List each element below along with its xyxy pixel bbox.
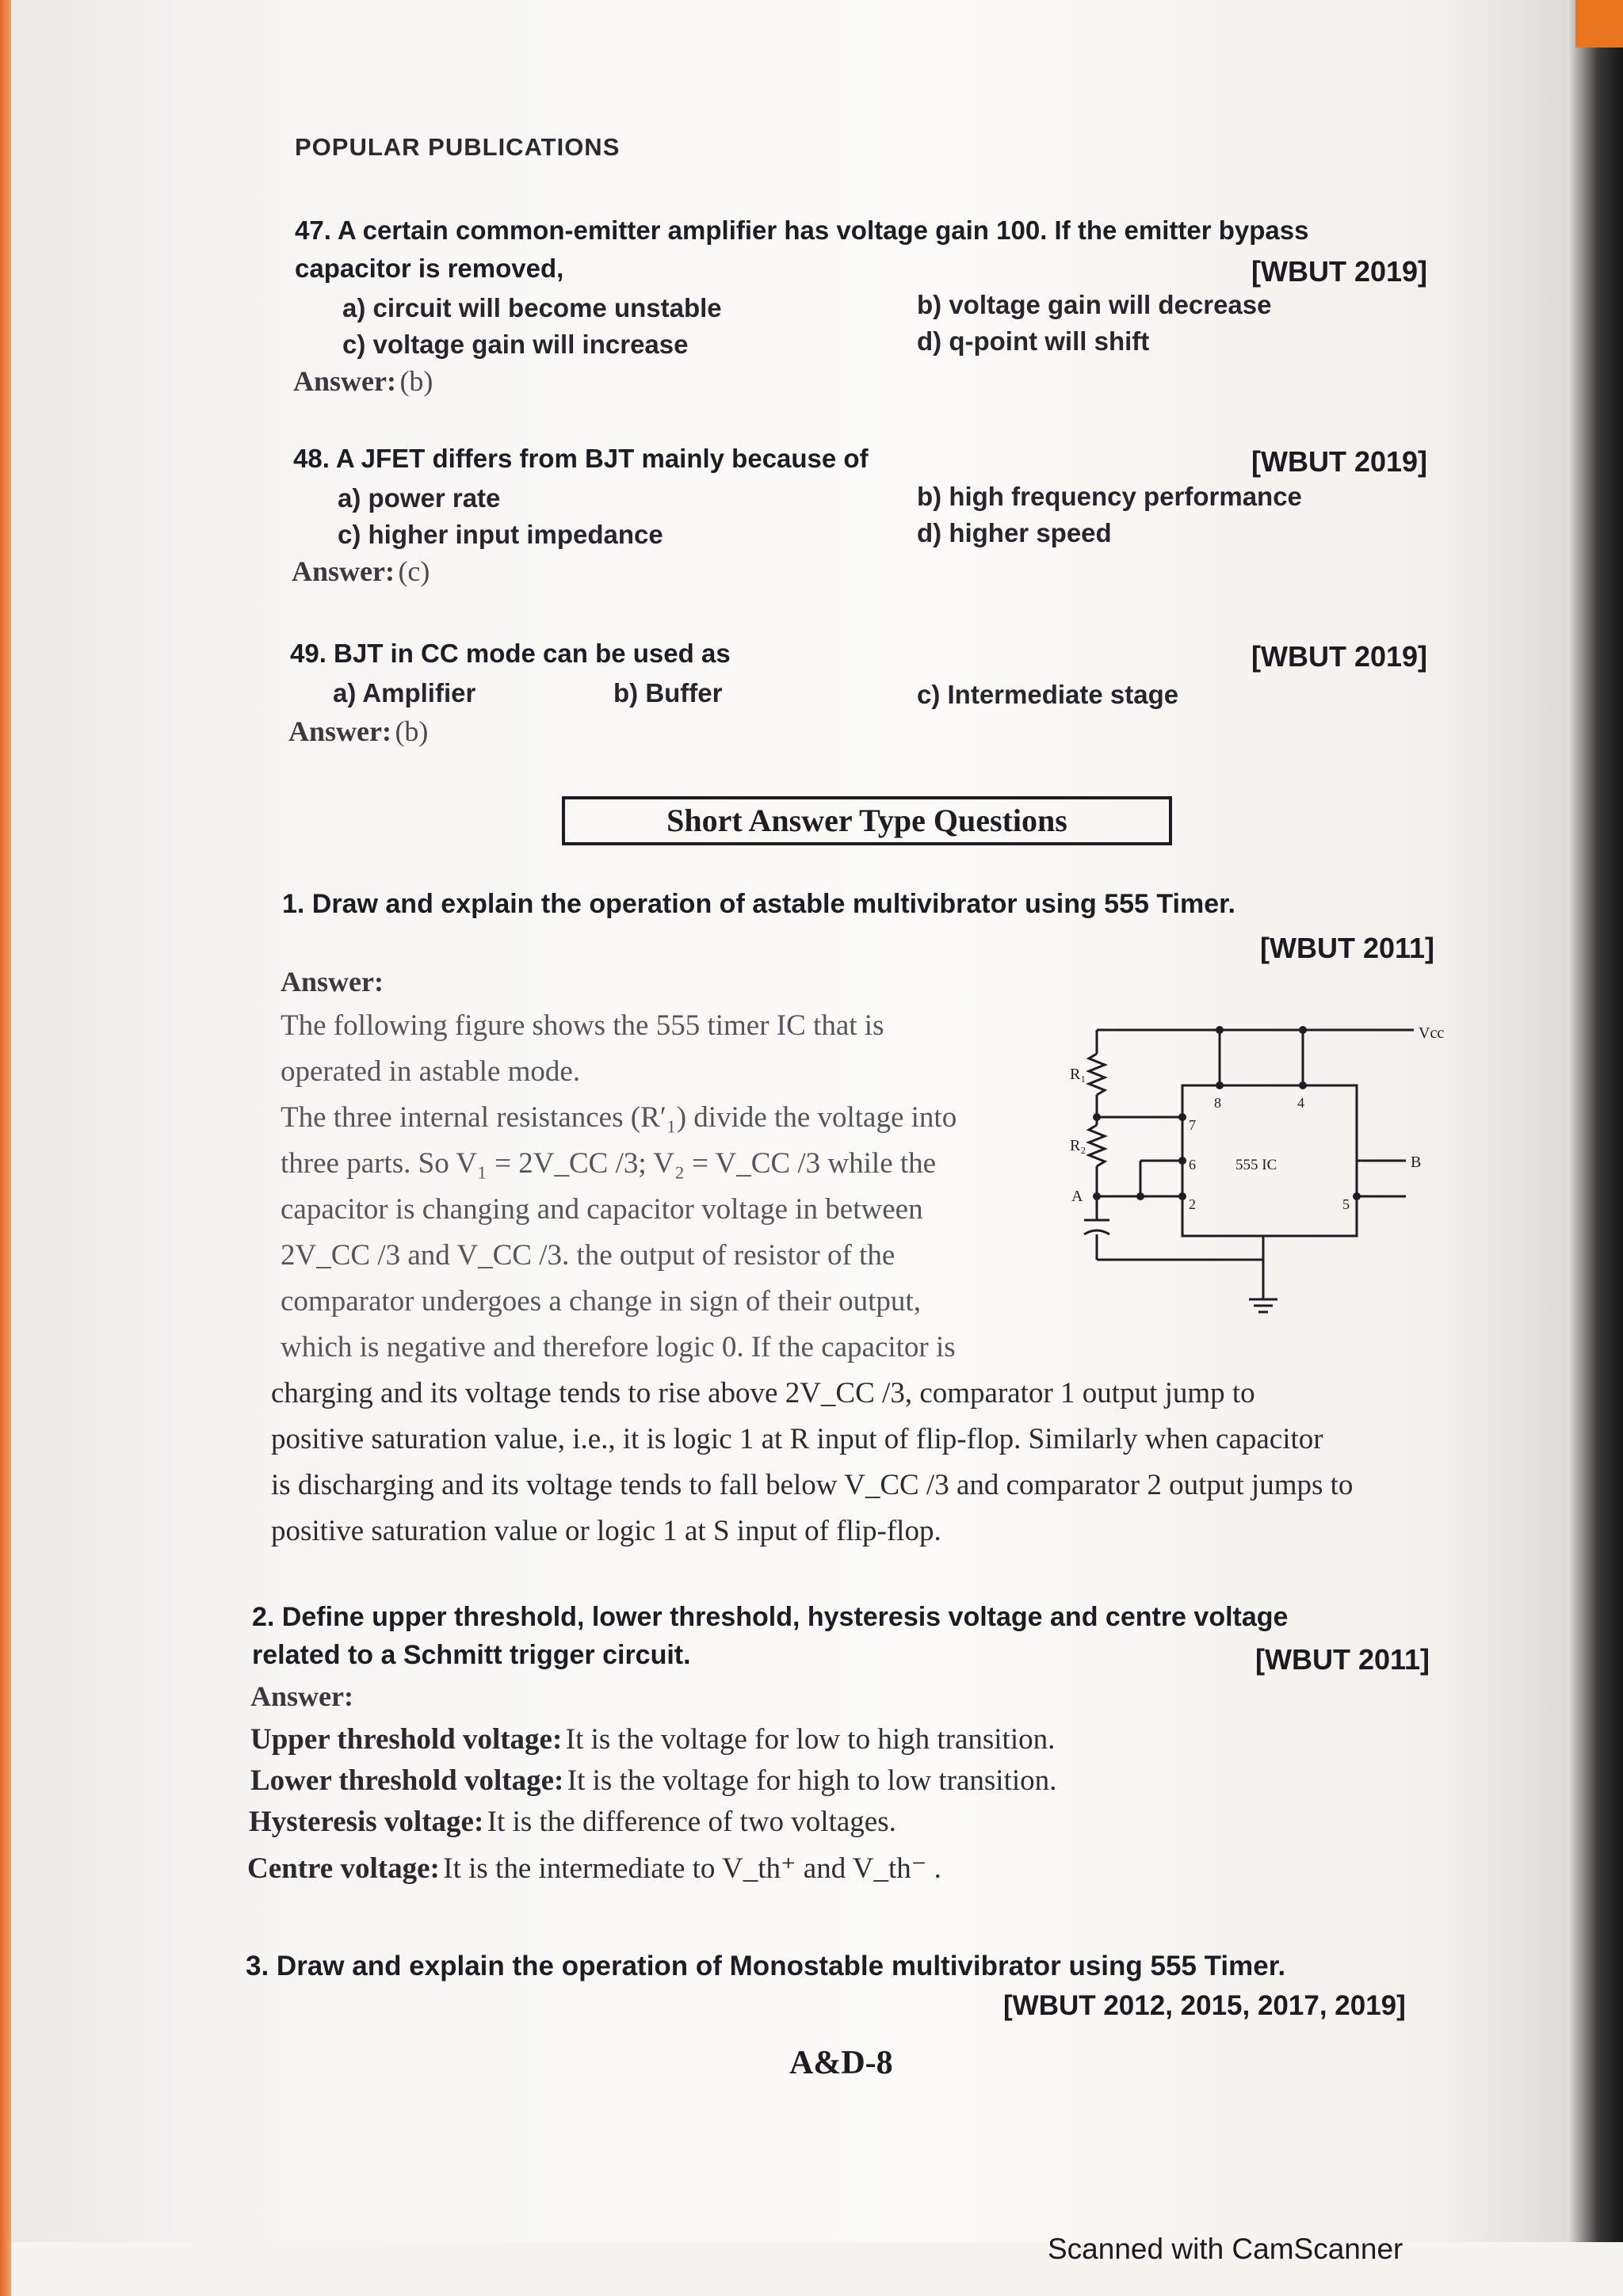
definition-label: Hysteresis voltage: xyxy=(249,1806,484,1838)
q47-tag: [WBUT 2019] xyxy=(1251,255,1428,288)
saq2-line1: 2. Define upper threshold, lower threshold, hysteresis voltage and centre voltage xyxy=(252,1602,1289,1632)
definition-upper-threshold xyxy=(250,1722,1055,1756)
q48-option-c: c) higher input impedance xyxy=(338,520,663,549)
scanner-watermark: Scanned with CamScanner xyxy=(1048,2233,1403,2265)
q49-option-c: c) Intermediate stage xyxy=(917,680,1179,709)
definition-centre-voltage xyxy=(247,1851,941,1886)
output-b-label: B xyxy=(1411,1154,1422,1171)
body-line: comparator undergoes a change in sign of their output, xyxy=(281,1285,921,1318)
pin2-label: 2 xyxy=(1189,1196,1196,1212)
astable-555-circuit xyxy=(1041,1006,1453,1355)
answer-label: Answer: xyxy=(293,365,396,397)
body-line: charging and its voltage tends to rise above 2V_CC /3, comparator 1 output jump to xyxy=(271,1377,1255,1409)
body-line: three parts. So V₁ = 2V_CC /3; V₂ = V_CC /3 while the xyxy=(281,1147,937,1180)
answer-value: (c) xyxy=(398,555,430,587)
q47-option-b: b) voltage gain will decrease xyxy=(917,290,1272,319)
definition-text: It is the voltage for high to low transition. xyxy=(567,1764,1057,1797)
publisher-header: POPULAR PUBLICATIONS xyxy=(295,133,621,161)
answer-value: (b) xyxy=(395,715,429,747)
definition-label: Centre voltage: xyxy=(247,1852,440,1885)
body-line: positive saturation value or logic 1 at S input of flip-flop. xyxy=(271,1515,941,1547)
saq1-body-left xyxy=(281,1003,1041,1371)
resistor-r2 xyxy=(1089,1125,1105,1166)
q47-option-a: a) circuit will become unstable xyxy=(342,293,722,322)
definition-text: It is the voltage for low to high transition. xyxy=(565,1723,1056,1756)
body-line: is discharging and its voltage tends to fall below V_CC /3 and comparator 2 output jumps to xyxy=(271,1469,1354,1501)
saq3-question: 3. Draw and explain the operation of Monostable multivibrator using 555 Timer. xyxy=(246,1951,1286,1981)
definition-text: It is the intermediate to V_th⁺ and V_th⁻ . xyxy=(443,1852,941,1885)
q48-tag: [WBUT 2019] xyxy=(1251,445,1428,478)
body-line: capacitor is changing and capacitor voltage in between xyxy=(281,1193,923,1226)
pin5-label: 5 xyxy=(1342,1196,1350,1212)
pin8-label: 8 xyxy=(1214,1095,1221,1111)
body-line: The three internal resistances (R′₁) divide the voltage into xyxy=(281,1101,957,1134)
q48-line1: 48. A JFET differs from BJT mainly because of xyxy=(293,444,869,473)
q49-line1: 49. BJT in CC mode can be used as xyxy=(290,639,731,668)
saq2-tag: [WBUT 2011] xyxy=(1255,1643,1430,1676)
q49-answer xyxy=(288,715,428,748)
r1-label: R₁ xyxy=(1070,1066,1086,1083)
saq3-tag: [WBUT 2012, 2015, 2017, 2019] xyxy=(1003,1990,1406,2021)
body-line: The following figure shows the 555 timer IC that is xyxy=(281,1009,884,1042)
ic-label: 555 IC xyxy=(1235,1157,1277,1173)
body-line: positive saturation value, i.e., it is logic 1 at R input of flip-flop. Similarly when capacitor xyxy=(271,1423,1323,1455)
definition-text: It is the difference of two voltages. xyxy=(487,1806,896,1838)
q49-option-a: a) Amplifier xyxy=(333,678,476,707)
page-number: A&D-8 xyxy=(789,2045,893,2081)
pin6-label: 6 xyxy=(1189,1157,1196,1173)
q48-answer xyxy=(292,555,430,588)
saq1-body-full xyxy=(271,1371,1507,1554)
vcc-label: Vcc xyxy=(1419,1024,1445,1042)
q48-option-a: a) power rate xyxy=(338,483,501,513)
saq1-question: 1. Draw and explain the operation of astable multivibrator using 555 Timer. xyxy=(282,889,1235,919)
answer-label: Answer: xyxy=(288,715,391,747)
answer-value: (b) xyxy=(399,365,433,397)
node-a-label: A xyxy=(1071,1188,1083,1205)
section-title: Short Answer Type Questions xyxy=(562,796,1172,845)
background-corner xyxy=(1575,0,1623,48)
r2-label: R₂ xyxy=(1070,1137,1086,1154)
q47-answer xyxy=(293,364,433,398)
definition-lower-threshold xyxy=(250,1764,1056,1798)
page-edge-right xyxy=(1568,0,1623,2242)
saq2-line2: related to a Schmitt trigger circuit. xyxy=(252,1640,691,1670)
definition-label: Upper threshold voltage: xyxy=(250,1723,563,1756)
capacitor-plate-bottom xyxy=(1084,1230,1109,1234)
pin4-label: 4 xyxy=(1297,1095,1304,1111)
page-edge-left xyxy=(0,0,11,2296)
pin7-label: 7 xyxy=(1189,1117,1196,1133)
q47-option-c: c) voltage gain will increase xyxy=(342,330,689,359)
q48-option-d: d) higher speed xyxy=(917,518,1112,547)
q48-option-b: b) high frequency performance xyxy=(917,482,1302,511)
q49-option-b: b) Buffer xyxy=(613,678,723,707)
definition-label: Lower threshold voltage: xyxy=(250,1764,564,1797)
answer-label: Answer: xyxy=(292,555,395,587)
saq2-answer-label: Answer: xyxy=(250,1680,353,1712)
q47-line1: 47. A certain common-emitter amplifier has voltage gain 100. If the emitter bypass xyxy=(295,215,1309,245)
body-line: operated in astable mode. xyxy=(281,1055,581,1088)
q49-tag: [WBUT 2019] xyxy=(1251,640,1428,673)
saq1-answer-label: Answer: xyxy=(281,966,384,997)
body-line: which is negative and therefore logic 0. If the capacitor is xyxy=(281,1331,956,1363)
scanned-page xyxy=(11,0,1568,2242)
q47-line2: capacitor is removed, xyxy=(295,254,564,283)
q47-option-d: d) q-point will shift xyxy=(917,326,1150,356)
resistor-r1 xyxy=(1089,1054,1105,1095)
body-line: 2V_CC /3 and V_CC /3. the output of resistor of the xyxy=(281,1239,896,1272)
definition-hysteresis xyxy=(249,1805,896,1839)
saq1-tag: [WBUT 2011] xyxy=(1260,932,1435,964)
